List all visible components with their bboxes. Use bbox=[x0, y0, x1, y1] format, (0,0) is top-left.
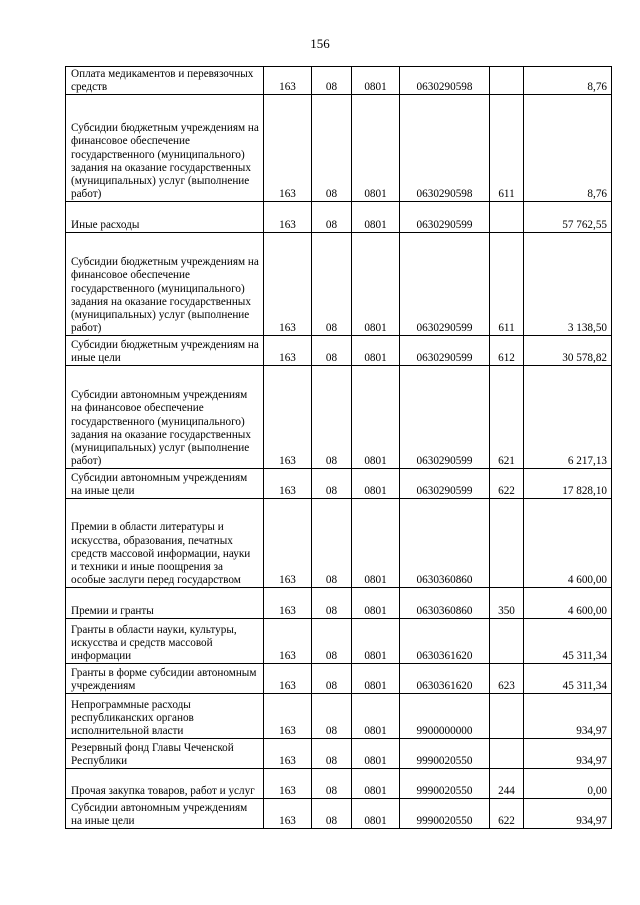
row-csr: 9990020550 bbox=[400, 769, 490, 799]
row-vr: 623 bbox=[490, 664, 524, 694]
row-gr: 163 bbox=[264, 799, 312, 829]
row-pr: 0801 bbox=[352, 233, 400, 336]
row-pr: 0801 bbox=[352, 694, 400, 739]
row-name: Гранты в форме субсидии автономным учреждениям bbox=[66, 664, 264, 694]
row-csr: 0630290599 bbox=[400, 366, 490, 469]
row-vr bbox=[490, 694, 524, 739]
row-name: Субсидии автономным учреждениям на иные цели bbox=[66, 799, 264, 829]
row-gr: 163 bbox=[264, 67, 312, 95]
row-amount: 0,00 bbox=[524, 769, 612, 799]
row-vr: 622 bbox=[490, 799, 524, 829]
table-row bbox=[66, 95, 612, 202]
row-name: Субсидии автономным учреждениям на финансовое обеспечение государственного (муниципального) задания на оказание государственных (муниципальных) услуг (выполнение работ) bbox=[66, 366, 264, 469]
row-csr: 0630290599 bbox=[400, 336, 490, 366]
row-vr: 611 bbox=[490, 95, 524, 202]
budget-table-body bbox=[66, 67, 612, 829]
row-csr: 0630290598 bbox=[400, 95, 490, 202]
row-vr: 621 bbox=[490, 366, 524, 469]
row-name: Премии и гранты bbox=[66, 588, 264, 619]
page-number: 156 bbox=[310, 36, 330, 51]
row-pr: 0801 bbox=[352, 588, 400, 619]
row-name: Субсидии бюджетным учреждениям на финансовое обеспечение государственного (муниципального) задания на оказание государственных (муниципальных) услуг (выполнение работ) bbox=[66, 95, 264, 202]
table-row bbox=[66, 799, 612, 829]
row-rz: 08 bbox=[312, 366, 352, 469]
row-rz: 08 bbox=[312, 95, 352, 202]
row-vr: 622 bbox=[490, 469, 524, 499]
row-rz: 08 bbox=[312, 588, 352, 619]
row-amount: 30 578,82 bbox=[524, 336, 612, 366]
row-rz: 08 bbox=[312, 694, 352, 739]
row-csr: 0630290599 bbox=[400, 469, 490, 499]
row-amount: 45 311,34 bbox=[524, 664, 612, 694]
row-amount: 45 311,34 bbox=[524, 619, 612, 664]
row-amount: 8,76 bbox=[524, 95, 612, 202]
row-vr bbox=[490, 739, 524, 769]
table-row bbox=[66, 67, 612, 95]
row-pr: 0801 bbox=[352, 469, 400, 499]
row-name: Субсидии бюджетным учреждениям на финансовое обеспечение государственного (муниципального) задания на оказание государственных (муниципальных) услуг (выполнение работ) bbox=[66, 233, 264, 336]
row-csr: 0630290599 bbox=[400, 233, 490, 336]
row-pr: 0801 bbox=[352, 336, 400, 366]
row-amount: 17 828,10 bbox=[524, 469, 612, 499]
row-name: Иные расходы bbox=[66, 202, 264, 233]
table-row bbox=[66, 619, 612, 664]
row-rz: 08 bbox=[312, 619, 352, 664]
row-csr: 0630360860 bbox=[400, 588, 490, 619]
row-amount: 8,76 bbox=[524, 67, 612, 95]
row-vr: 612 bbox=[490, 336, 524, 366]
row-gr: 163 bbox=[264, 588, 312, 619]
row-name: Оплата медикаментов и перевязочных средств bbox=[66, 67, 264, 95]
row-pr: 0801 bbox=[352, 619, 400, 664]
row-name: Гранты в области науки, культуры, искусства и средств массовой информации bbox=[66, 619, 264, 664]
row-name: Субсидии автономным учреждениям на иные цели bbox=[66, 469, 264, 499]
table-row bbox=[66, 233, 612, 336]
row-amount: 3 138,50 bbox=[524, 233, 612, 336]
row-vr: 244 bbox=[490, 769, 524, 799]
row-pr: 0801 bbox=[352, 799, 400, 829]
row-amount: 934,97 bbox=[524, 694, 612, 739]
table-row bbox=[66, 664, 612, 694]
budget-table bbox=[65, 66, 612, 829]
table-row bbox=[66, 694, 612, 739]
row-csr: 9990020550 bbox=[400, 739, 490, 769]
row-name: Премии в области литературы и искусства, образования, печатных средств массовой информации, науки и техники и иные поощрения за особые заслуги перед государством bbox=[66, 499, 264, 588]
row-csr: 0630290599 bbox=[400, 202, 490, 233]
row-gr: 163 bbox=[264, 469, 312, 499]
row-amount: 6 217,13 bbox=[524, 366, 612, 469]
row-pr: 0801 bbox=[352, 769, 400, 799]
row-gr: 163 bbox=[264, 694, 312, 739]
row-amount: 4 600,00 bbox=[524, 588, 612, 619]
row-pr: 0801 bbox=[352, 499, 400, 588]
row-csr: 0630360860 bbox=[400, 499, 490, 588]
row-gr: 163 bbox=[264, 769, 312, 799]
row-csr: 9900000000 bbox=[400, 694, 490, 739]
row-name: Непрограммные расходы республиканских органов исполнительной власти bbox=[66, 694, 264, 739]
row-gr: 163 bbox=[264, 202, 312, 233]
table-row bbox=[66, 366, 612, 469]
row-csr: 0630361620 bbox=[400, 664, 490, 694]
row-csr: 0630361620 bbox=[400, 619, 490, 664]
row-amount: 934,97 bbox=[524, 739, 612, 769]
row-rz: 08 bbox=[312, 67, 352, 95]
table-row bbox=[66, 202, 612, 233]
table-row bbox=[66, 469, 612, 499]
row-rz: 08 bbox=[312, 336, 352, 366]
row-name: Резервный фонд Главы Чеченской Республики bbox=[66, 739, 264, 769]
row-pr: 0801 bbox=[352, 664, 400, 694]
row-rz: 08 bbox=[312, 469, 352, 499]
row-vr bbox=[490, 619, 524, 664]
row-rz: 08 bbox=[312, 202, 352, 233]
row-gr: 163 bbox=[264, 664, 312, 694]
row-amount: 934,97 bbox=[524, 799, 612, 829]
row-gr: 163 bbox=[264, 233, 312, 336]
row-gr: 163 bbox=[264, 739, 312, 769]
table-row bbox=[66, 769, 612, 799]
table-row bbox=[66, 336, 612, 366]
row-csr: 9990020550 bbox=[400, 799, 490, 829]
row-gr: 163 bbox=[264, 366, 312, 469]
table-row bbox=[66, 499, 612, 588]
row-amount: 4 600,00 bbox=[524, 499, 612, 588]
row-rz: 08 bbox=[312, 739, 352, 769]
row-gr: 163 bbox=[264, 619, 312, 664]
row-gr: 163 bbox=[264, 336, 312, 366]
row-vr bbox=[490, 499, 524, 588]
row-name: Субсидии бюджетным учреждениям на иные цели bbox=[66, 336, 264, 366]
table-row bbox=[66, 588, 612, 619]
row-pr: 0801 bbox=[352, 95, 400, 202]
row-vr bbox=[490, 202, 524, 233]
row-pr: 0801 bbox=[352, 739, 400, 769]
row-pr: 0801 bbox=[352, 202, 400, 233]
row-vr: 611 bbox=[490, 233, 524, 336]
row-gr: 163 bbox=[264, 499, 312, 588]
row-csr: 0630290598 bbox=[400, 67, 490, 95]
row-rz: 08 bbox=[312, 769, 352, 799]
row-rz: 08 bbox=[312, 499, 352, 588]
row-rz: 08 bbox=[312, 664, 352, 694]
row-vr: 350 bbox=[490, 588, 524, 619]
row-vr bbox=[490, 67, 524, 95]
row-amount: 57 762,55 bbox=[524, 202, 612, 233]
row-rz: 08 bbox=[312, 233, 352, 336]
row-rz: 08 bbox=[312, 799, 352, 829]
table-row bbox=[66, 739, 612, 769]
row-name: Прочая закупка товаров, работ и услуг bbox=[66, 769, 264, 799]
row-gr: 163 bbox=[264, 95, 312, 202]
row-pr: 0801 bbox=[352, 67, 400, 95]
row-pr: 0801 bbox=[352, 366, 400, 469]
